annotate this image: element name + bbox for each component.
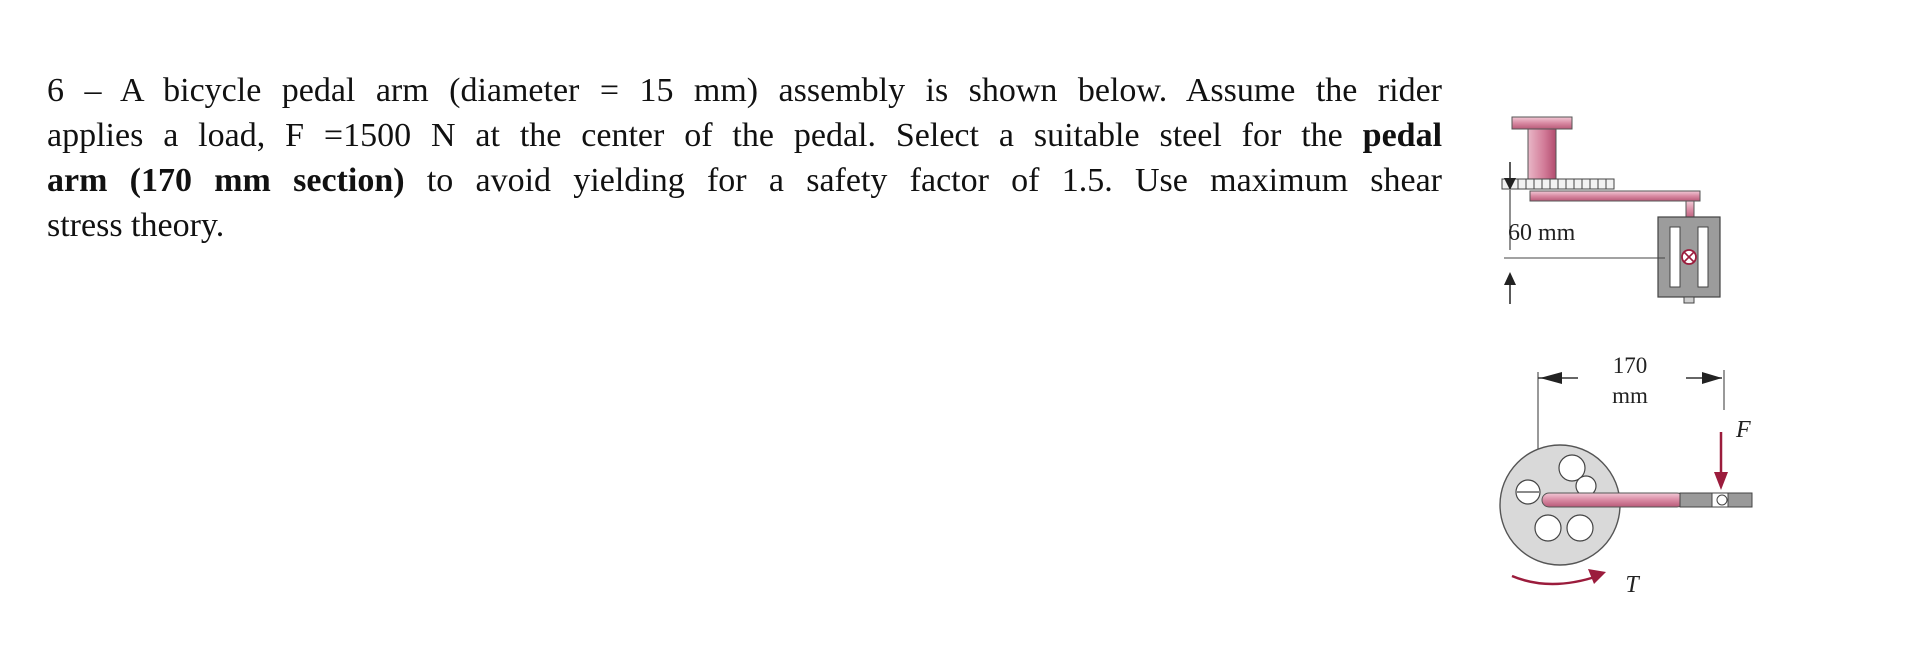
force-label: F (1736, 417, 1751, 443)
pedal-arm-figure (1490, 100, 1790, 620)
problem-line-3 (47, 158, 1442, 203)
front-view (1500, 353, 1752, 598)
side-view (1502, 117, 1720, 304)
problem-line-1: 6 – A bicycle pedal arm (diameter = 15 mm) assembly is shown below. Assume the rider (47, 72, 1442, 109)
problem-line-4: stress theory. (47, 207, 225, 244)
dim-170-label-bottom: mm (1612, 383, 1648, 408)
chainring-hole (1567, 515, 1593, 541)
hub-flange (1512, 117, 1572, 129)
pedal-arm-front (1542, 493, 1684, 507)
problem-line-3-bold: arm (170 mm section) (47, 162, 405, 199)
pedal-arm-diagram (1490, 100, 1790, 620)
torque-label: T (1625, 572, 1639, 598)
problem-statement (47, 68, 1447, 248)
crank-hub (1528, 129, 1556, 179)
force-arrowhead (1714, 472, 1728, 490)
torque-arrow (1512, 576, 1598, 584)
problem-line-2-bold: pedal (1362, 117, 1443, 154)
pedal-arm-side (1530, 191, 1700, 201)
dim-170-right-arrow (1702, 372, 1722, 384)
problem-line-3-text: to avoid yielding for a safety factor of 1.5. Use maximum shear (404, 162, 1442, 199)
dim-60-label: 60 mm (1508, 220, 1576, 246)
dim-170-label-top: 170 (1612, 353, 1648, 378)
dim-170-left-arrow (1540, 372, 1562, 384)
problem-line-2-text: applies a load, F =1500 N at the center of the pedal. Select a suitable steel for the (47, 117, 1343, 154)
torque-arrowhead (1588, 569, 1606, 584)
problem-line-2 (47, 113, 1442, 158)
chainring-hole (1535, 515, 1561, 541)
